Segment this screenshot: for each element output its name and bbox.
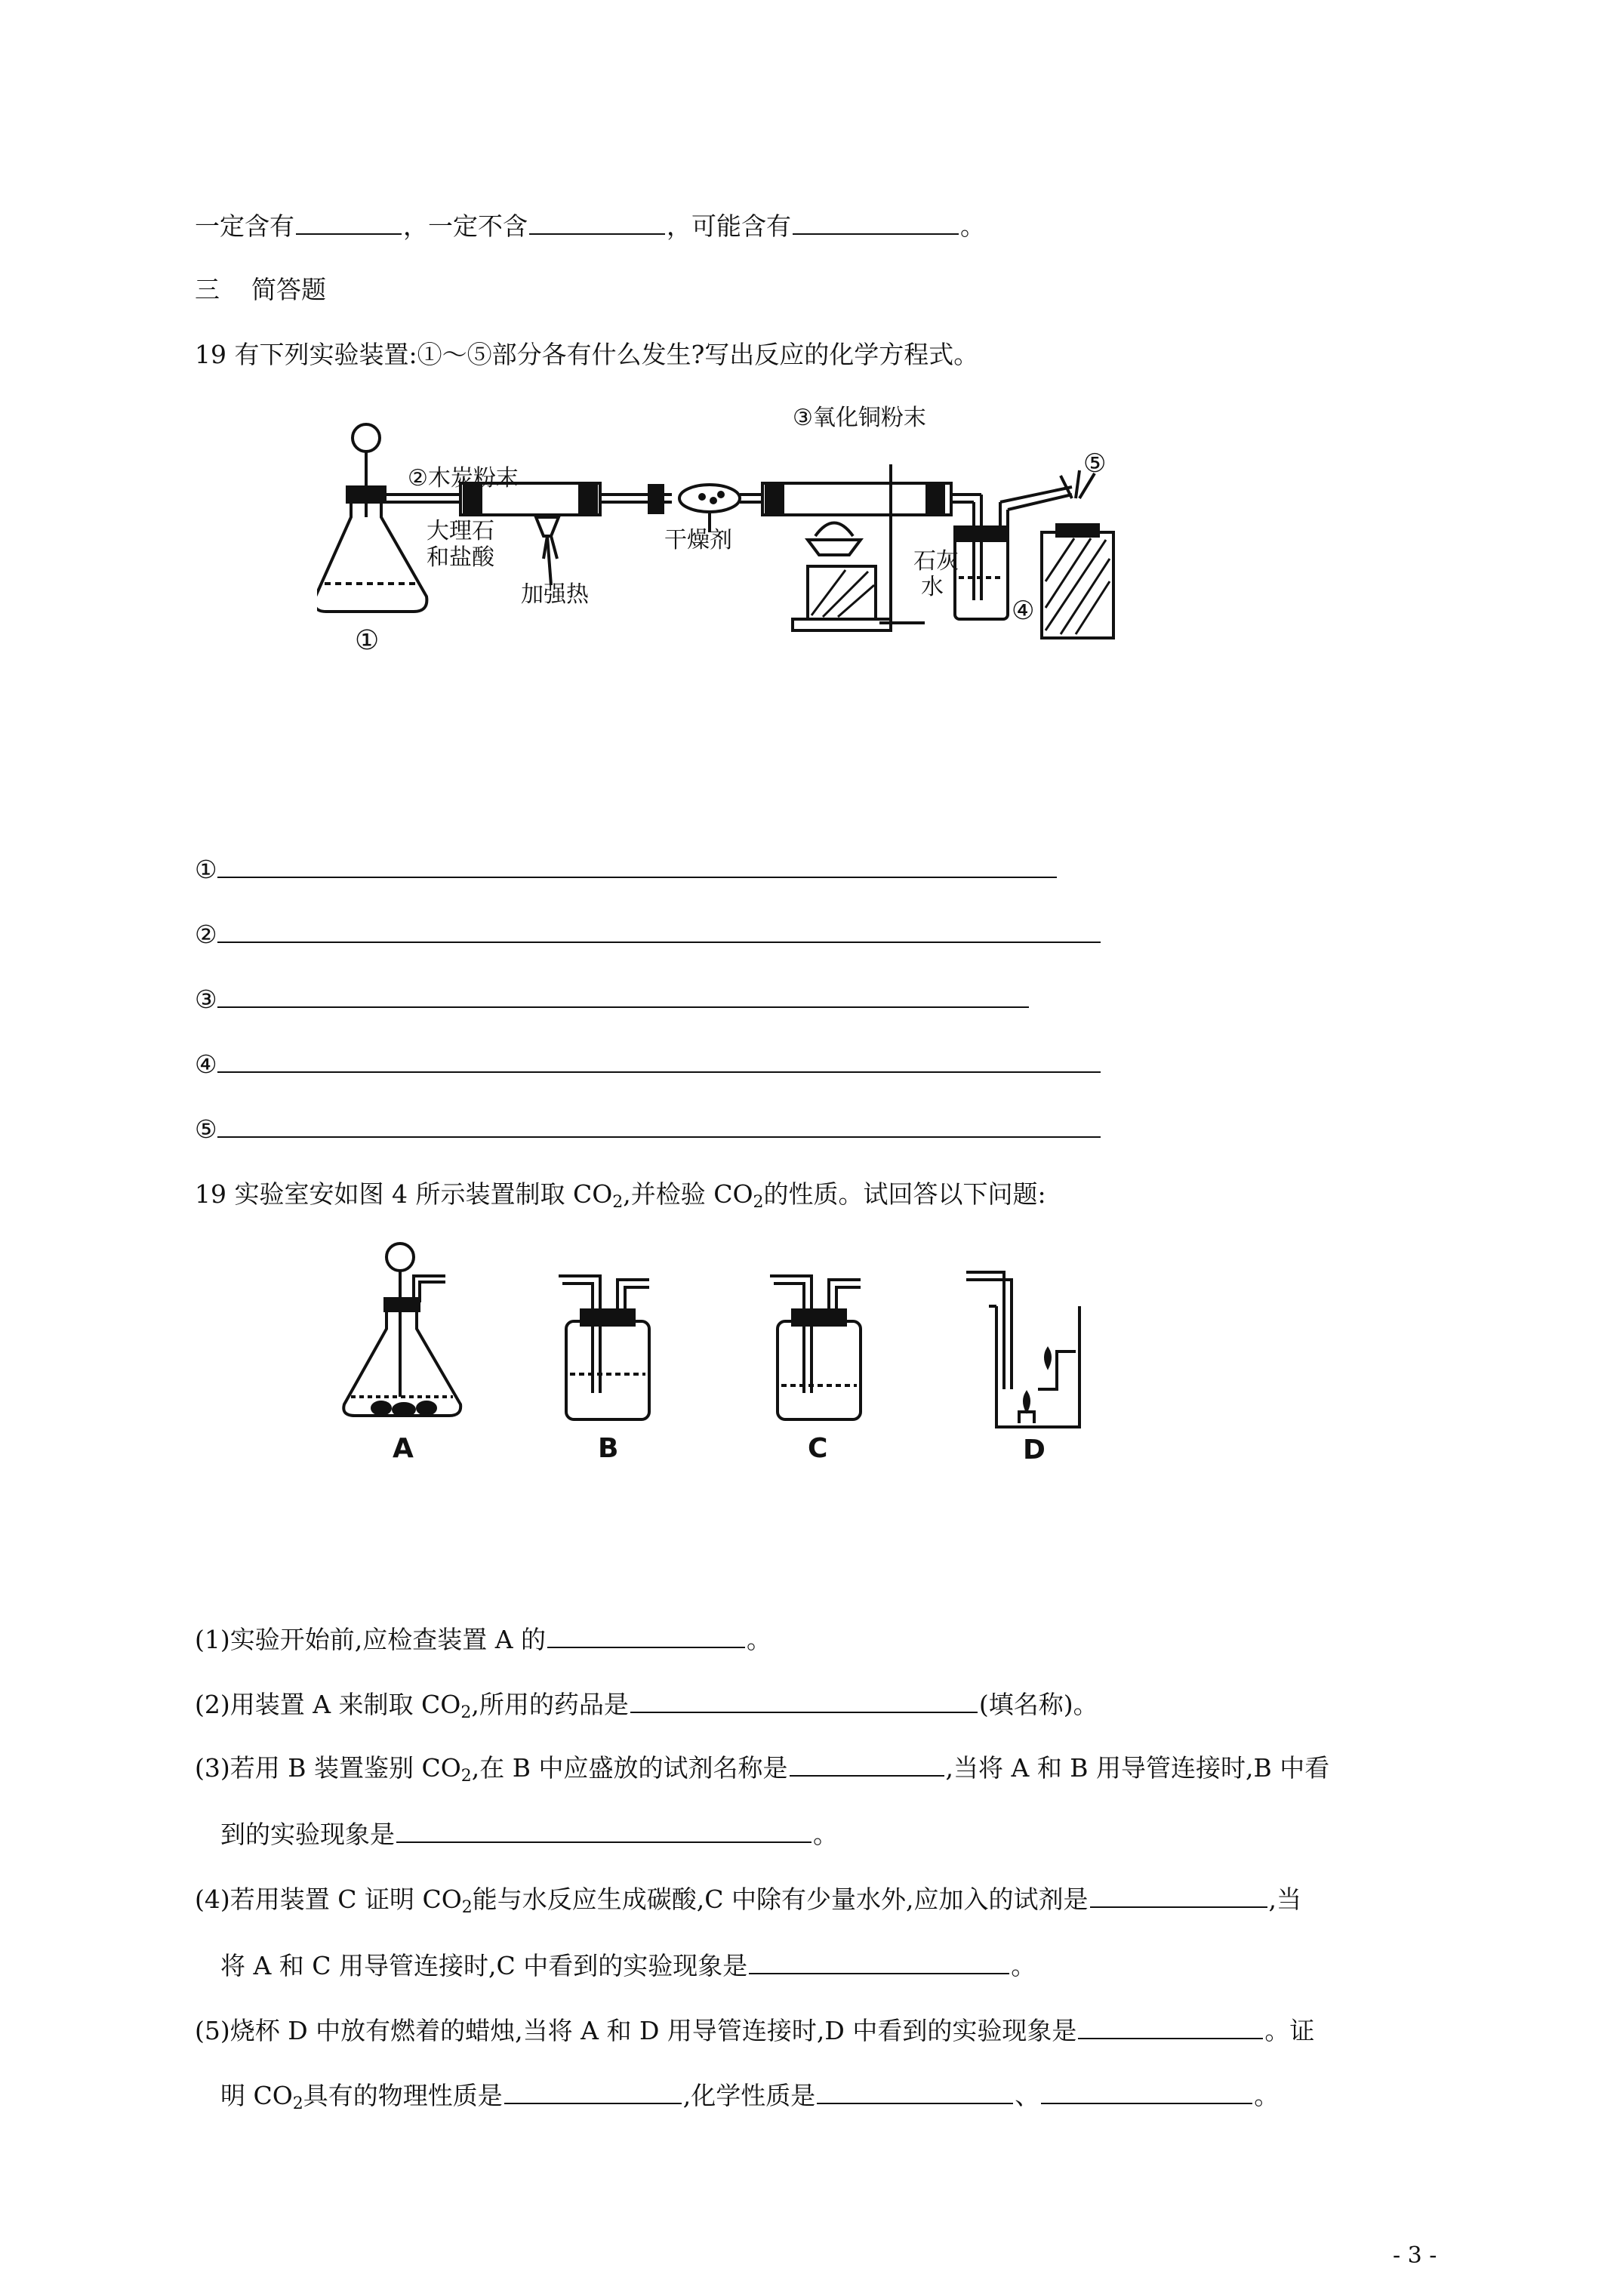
label-5: ⑤ <box>1083 448 1107 479</box>
blank-p2[interactable] <box>630 1689 978 1713</box>
bottle-5 <box>1042 532 1113 638</box>
answer-blank-5[interactable] <box>217 1114 1101 1138</box>
blank-p3a[interactable] <box>790 1752 944 1777</box>
answer-line-4: ④ <box>195 1048 1102 1081</box>
burner-1 <box>536 517 559 536</box>
page-number: - 3 - <box>1393 2242 1437 2269</box>
beaker-d <box>996 1306 1079 1427</box>
label-marble: 大理石 <box>427 518 494 544</box>
label-acid: 和盐酸 <box>427 544 494 571</box>
funnel-bulb <box>353 424 380 451</box>
label-d: D <box>1023 1435 1046 1465</box>
blank-p4a[interactable] <box>1090 1884 1267 1908</box>
label-c: C <box>808 1433 828 1464</box>
label-b: B <box>598 1433 619 1464</box>
label-lime2: 水 <box>921 574 944 600</box>
alcohol-lamp <box>808 540 861 555</box>
apparatus-figure-2 <box>332 1238 1117 1465</box>
apparatus-figure-1 <box>317 404 1163 668</box>
answer-blank-4[interactable] <box>217 1049 1101 1073</box>
part-2: (2)用装置 A 来制取 $CO_2$,所用的药品是 (填名称)。 <box>195 1690 1098 1722</box>
label-charcoal: ②木炭粉末 <box>408 465 519 492</box>
part-5-cont: 明 $CO_2$具有的物理性质是 ,化学性质是 、 。 <box>220 2081 1280 2113</box>
part-3: (3)若用 B 装置鉴别 $CO_2$,在 B 中应盛放的试剂名称是 ,当将 A 和 B 用导管连接时,B 中看 <box>195 1753 1330 1786</box>
erlenmeyer-flask <box>317 495 427 612</box>
label-a: A <box>393 1433 414 1464</box>
bottle-b <box>566 1321 649 1419</box>
answer-blank-1[interactable] <box>217 854 1057 878</box>
blank-p5c[interactable] <box>817 2080 1013 2104</box>
answer-line-5: ⑤ <box>195 1113 1102 1146</box>
question-19b-stem: 19 实验室安如图 4 所示装置制取 $CO_2$,并检验 $CO_2$的性质。试回答以下问题: <box>195 1179 1046 1212</box>
blank-p3b[interactable] <box>396 1819 812 1843</box>
blank-p5d[interactable] <box>1041 2080 1252 2104</box>
part-4: (4)若用装置 C 证明 $CO_2$能与水反应生成碳酸,C 中除有少量水外,应加入的试剂是 ,当 <box>195 1885 1301 1917</box>
part-4-cont: 将 A 和 C 用导管连接时,C 中看到的实验现象是 。 <box>220 1951 1036 1980</box>
answer-blank-2[interactable] <box>217 919 1101 943</box>
answer-line-3: ③ <box>195 983 1030 1016</box>
fill-line-contents: 一定含有 ，一定不含 ，可能含有 。 <box>195 211 985 241</box>
lamp-stand-base <box>793 619 891 630</box>
blank-possibly-contains[interactable] <box>793 211 959 235</box>
blank-p1[interactable] <box>547 1624 745 1648</box>
label-heat: 加强热 <box>521 581 589 608</box>
label-lime1: 石灰 <box>913 548 959 575</box>
label-cuo: ③氧化铜粉末 <box>793 405 926 431</box>
drying-tube <box>679 485 740 512</box>
bottle-c <box>778 1321 861 1419</box>
answer-blank-3[interactable] <box>217 984 1029 1008</box>
blank-p4b[interactable] <box>749 1950 1009 1974</box>
flask-a <box>343 1302 460 1416</box>
section-heading: 三 简答题 <box>195 275 326 304</box>
question-19a-stem: 19 有下列实验装置:①～⑤部分各有什么发生?写出反应的化学方程式。 <box>195 340 979 369</box>
blank-definitely-contains[interactable] <box>296 211 402 235</box>
label-1: ① <box>355 625 380 656</box>
part-1: (1)实验开始前,应检查装置 A 的 。 <box>195 1625 772 1654</box>
stopper <box>347 487 385 502</box>
answer-line-2: ② <box>195 918 1102 951</box>
blank-p5a[interactable] <box>1078 2015 1263 2039</box>
combustion-tube-cuo <box>762 483 951 515</box>
blank-p5b[interactable] <box>504 2080 682 2104</box>
part-3-cont: 到的实验现象是 。 <box>220 1820 838 1849</box>
part-5: (5)烧杯 D 中放有燃着的蜡烛,当将 A 和 D 用导管连接时,D 中看到的实验现象是 。证 <box>195 2016 1315 2045</box>
label-desiccant: 干燥剂 <box>664 527 732 553</box>
answer-line-1: ① <box>195 853 1058 886</box>
label-4: ④ <box>1012 596 1035 626</box>
blank-definitely-not[interactable] <box>529 211 665 235</box>
